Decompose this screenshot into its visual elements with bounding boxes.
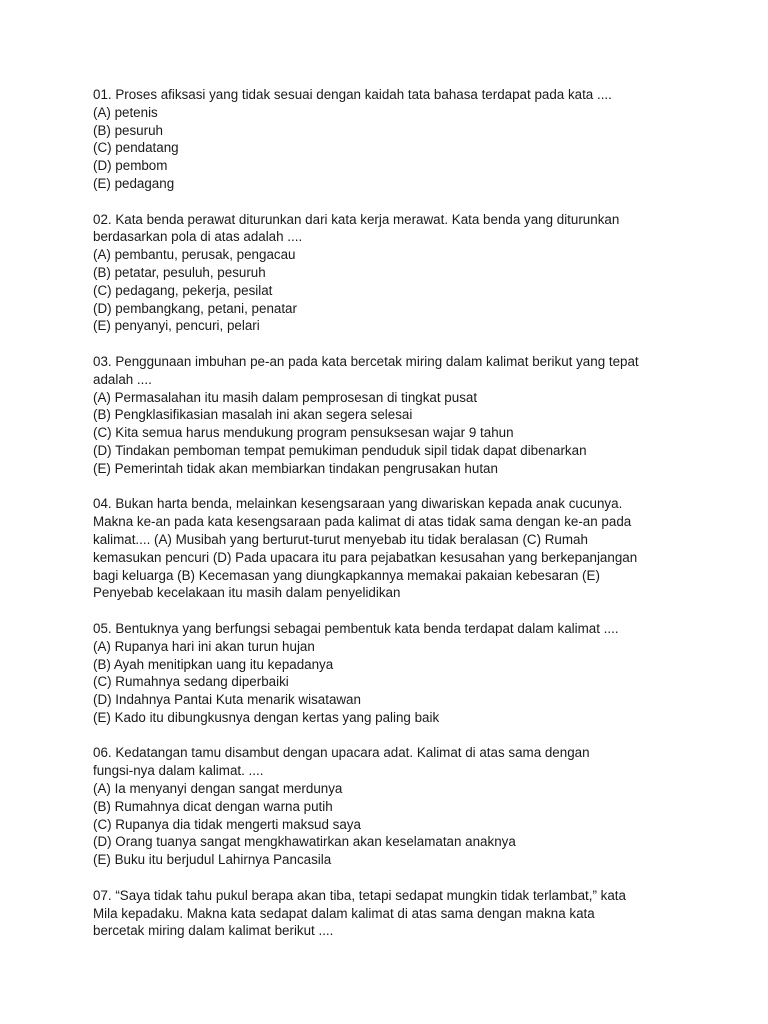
option-d: (D) Indahnya Pantai Kuta menarik wisatawan [93, 692, 361, 708]
question-05 [93, 620, 693, 727]
question-07 [93, 887, 693, 940]
question-06 [93, 744, 693, 869]
question-02 [93, 211, 693, 336]
option-c: (C) pendatang [93, 140, 179, 156]
option-e: (E) Pemerintah tidak akan membiarkan tindakan pengrusakan hutan [93, 460, 498, 476]
option-a: (A) Ia menyanyi dengan sangat merdunya [93, 781, 343, 797]
document-page [93, 86, 693, 958]
option-d: (D) Orang tuanya sangat mengkhawatirkan akan keselamatan anaknya [93, 834, 516, 850]
option-e: (E) penyanyi, pencuri, pelari [93, 318, 260, 334]
question-stem-line: kemasukan pencuri (D) Pada upacara itu para pejabatkan kesusahan yang berkepanjangan [93, 549, 638, 565]
option-d: (D) pembom [93, 158, 168, 174]
option-b: (B) pesuruh [93, 122, 163, 138]
question-stem-line: kalimat.... (A) Musibah yang berturut-turut menyebab itu tidak beralasan (C) Rumah [93, 531, 588, 547]
question-stem-line: bagi keluarga (B) Kecemasan yang diungkapkannya memakai pakaian kebesaran (E) [93, 567, 600, 583]
question-01 [93, 86, 693, 193]
option-d: (D) Tindakan pemboman tempat pemukiman penduduk sipil tidak dapat dibenarkan [93, 442, 587, 458]
option-e: (E) Buku itu berjudul Lahirnya Pancasila [93, 852, 332, 868]
option-b: (B) Rumahnya dicat dengan warna putih [93, 798, 333, 814]
option-b: (B) petatar, pesuluh, pesuruh [93, 264, 266, 280]
question-stem-line: berdasarkan pola di atas adalah .... [93, 229, 303, 245]
question-stem-line: 02. Kata benda perawat diturunkan dari kata kerja merawat. Kata benda yang diturunkan [93, 211, 620, 227]
question-stem-line: 07. “Saya tidak tahu pukul berapa akan tiba, tetapi sedapat mungkin tidak terlambat,” kata [93, 887, 626, 903]
option-a: (A) petenis [93, 104, 158, 120]
question-stem-line: Makna ke-an pada kata kesengsaraan pada kalimat di atas tidak sama dengan ke-an pada [93, 514, 632, 530]
option-a: (A) pembantu, perusak, pengacau [93, 247, 296, 263]
option-e: (E) Kado itu dibungkusnya dengan kertas yang paling baik [93, 709, 440, 725]
question-stem-line: 03. Penggunaan imbuhan pe-an pada kata bercetak miring dalam kalimat berikut yang tepat [93, 353, 639, 369]
question-stem-line: 05. Bentuknya yang berfungsi sebagai pembentuk kata benda terdapat dalam kalimat .... [93, 620, 619, 636]
option-c: (C) pedagang, pekerja, pesilat [93, 282, 273, 298]
option-d: (D) pembangkang, petani, penatar [93, 300, 297, 316]
question-stem-line: fungsi-nya dalam kalimat. .... [93, 763, 264, 779]
question-stem-line: 06. Kedatangan tamu disambut dengan upacara adat. Kalimat di atas sama dengan [93, 745, 590, 761]
question-stem-line: Penyebab kecelakaan itu masih dalam penyelidikan [93, 585, 401, 601]
option-c: (C) Rupanya dia tidak mengerti maksud saya [93, 816, 361, 832]
question-03 [93, 353, 693, 478]
question-04 [93, 495, 693, 602]
option-a: (A) Permasalahan itu masih dalam pemprosesan di tingkat pusat [93, 389, 478, 405]
question-stem-line: bercetak miring dalam kalimat berikut .... [93, 923, 334, 939]
question-stem-line: 04. Bukan harta benda, melainkan kesengsaraan yang diwariskan kepada anak cucunya. [93, 496, 623, 512]
question-stem-line: Mila kepadaku. Makna kata sedapat dalam kalimat di atas sama dengan makna kata [93, 905, 595, 921]
option-a: (A) Rupanya hari ini akan turun hujan [93, 638, 315, 654]
option-c: (C) Kita semua harus mendukung program pensuksesan wajar 9 tahun [93, 425, 514, 441]
question-stem-line: adalah .... [93, 371, 152, 387]
option-b: (B) Pengklasifikasian masalah ini akan segera selesai [93, 407, 413, 423]
question-stem-line: 01. Proses afiksasi yang tidak sesuai dengan kaidah tata bahasa terdapat pada kata .... [93, 87, 612, 102]
option-c: (C) Rumahnya sedang diperbaiki [93, 674, 289, 690]
option-b: (B) Ayah menitipkan uang itu kepadanya [93, 656, 334, 672]
option-e: (E) pedagang [93, 175, 175, 191]
